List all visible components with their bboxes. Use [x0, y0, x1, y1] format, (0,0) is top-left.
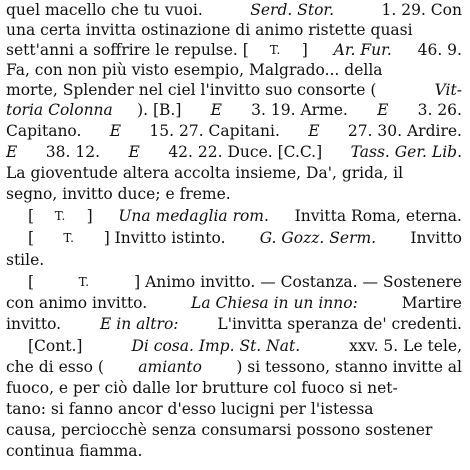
text-line	[6, 60, 462, 80]
text-line	[6, 441, 462, 461]
body-text: T.	[63, 231, 75, 245]
text-line	[6, 378, 462, 398]
body-text: T.	[78, 275, 90, 289]
citation-text: G. Gozz. Serm.	[259, 229, 377, 247]
body-text: una certa invitta ostinazione di animo ristette quasi	[6, 21, 413, 39]
body-text: xxv. 5. Le tele,	[344, 337, 462, 355]
body-text: continua fiamma.	[6, 442, 143, 460]
body-text: 46. 9.	[412, 41, 462, 59]
text-line	[6, 399, 462, 419]
body-text: sett'anni a soffrire le repulse. [	[6, 41, 249, 59]
citation-text: Di cosa. Imp. St. Nat.	[131, 337, 301, 355]
body-text: ] Invitto istinto.	[103, 229, 231, 247]
text-line	[28, 228, 462, 248]
text-line	[6, 250, 462, 270]
text-line	[6, 0, 462, 20]
body-text: ]	[301, 41, 313, 59]
citation-text: Serd. Stor.	[250, 1, 335, 19]
citation-text: E	[6, 143, 18, 161]
text-line	[6, 184, 462, 204]
citation-text: amianto	[138, 358, 202, 376]
body-text: ). [B.]	[137, 101, 187, 119]
body-text: Martire	[396, 294, 462, 312]
body-text: con animo invitto.	[6, 294, 153, 312]
citation-text: Vit-	[434, 81, 462, 99]
text-line	[6, 121, 462, 141]
body-text: 1. 29. Con	[376, 1, 462, 19]
body-text: La gioventude altera accolta insieme, Da', grida, il	[6, 164, 404, 182]
body-text: tano: si fanno ancor d'esso lucigni per l'istessa	[6, 400, 374, 418]
text-line	[6, 293, 462, 313]
body-text: ]	[86, 207, 98, 225]
body-text: [	[28, 229, 35, 247]
citation-text: E	[308, 122, 320, 140]
citation-text: Tass. Ger. Lib.	[350, 143, 462, 161]
text-line	[6, 163, 462, 183]
body-text: 3. 19. Arme.	[246, 101, 353, 119]
body-text: segno, invitto duce; e freme.	[6, 185, 231, 203]
body-text: Capitano.	[6, 122, 87, 140]
body-text: causa, perciocchè senza consumarsi possono sostener	[6, 421, 433, 439]
body-text: 15. 27. Capitani.	[144, 122, 285, 140]
body-text: 42. 22. Duce. [C.C.]	[163, 143, 328, 161]
body-text: quel macello che tu vuoi.	[6, 1, 208, 19]
citation-text: E in altro:	[100, 315, 179, 333]
text-line	[28, 206, 462, 226]
body-text: ] Animo invitto. — Costanza. — Sostenere	[134, 273, 462, 291]
body-text: morte, Splender nel ciel l'invitto suo consorte (	[6, 81, 377, 99]
body-text: L'invitta speranza de' credenti.	[212, 315, 462, 333]
body-text: T.	[269, 43, 281, 57]
text-line	[6, 20, 462, 40]
citation-text: La Chiesa in un inno:	[191, 294, 358, 312]
body-text: 38. 12.	[40, 143, 105, 161]
body-text: ) si tessono, stanno invitte al	[236, 358, 462, 376]
citation-text: Ar. Fur.	[333, 41, 392, 59]
body-text: invitto.	[6, 315, 67, 333]
citation-text: E	[109, 122, 122, 140]
body-text: fuoco, e per ciò dalle lor brutture col fuoco si net-	[6, 379, 398, 397]
citation-text: E	[210, 101, 222, 119]
body-text: Invitto	[405, 229, 462, 247]
text-line	[28, 272, 462, 292]
citation-text: E	[377, 101, 389, 119]
text-line	[6, 100, 462, 120]
body-text: Fa, con non più visto esempio, Malgrado... della	[6, 61, 383, 79]
text-line	[6, 80, 462, 100]
text-line	[6, 314, 462, 334]
text-line	[6, 420, 462, 440]
body-text: [Cont.]	[28, 337, 88, 355]
text-line	[28, 336, 462, 356]
body-text: 27. 30. Ardire.	[342, 122, 462, 140]
text-line	[6, 142, 462, 162]
body-text: [	[28, 273, 35, 291]
body-text: stile.	[6, 251, 45, 269]
body-text: Invitta Roma, eterna.	[289, 207, 462, 225]
citation-text: toria Colonna	[6, 101, 113, 119]
citation-text: E	[128, 143, 140, 161]
body-text: 3. 26.	[412, 101, 462, 119]
citation-text: Una medaglia rom.	[118, 207, 269, 225]
text-line	[6, 357, 462, 377]
body-text: T.	[54, 209, 66, 223]
text-line	[6, 40, 462, 60]
body-text: [	[28, 207, 35, 225]
body-text: che di esso (	[6, 358, 104, 376]
